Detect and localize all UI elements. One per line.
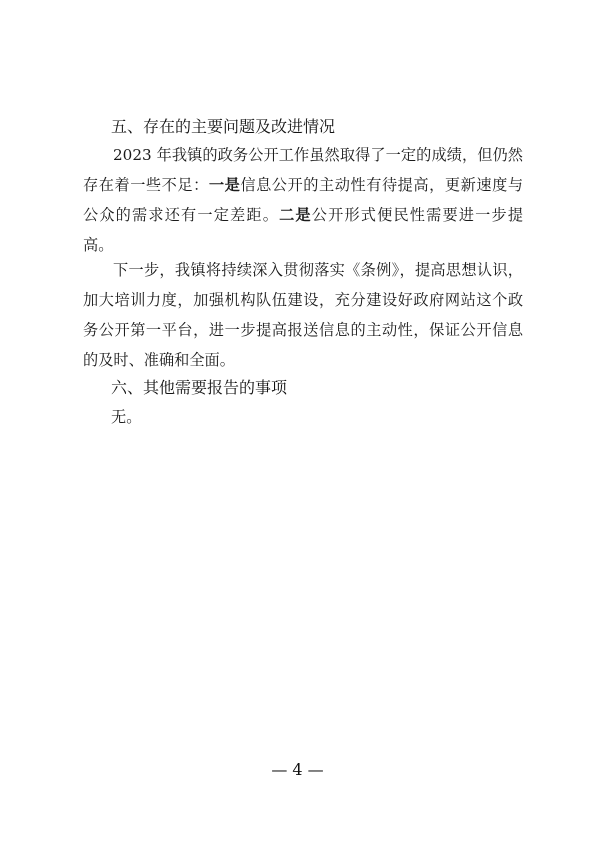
section-six-heading: 六、其他需要报告的事项	[111, 378, 288, 397]
section-five-heading: 五、存在的主要问题及改进情况	[111, 117, 336, 136]
point-two-label: 二是	[279, 206, 312, 224]
point-one-label: 一是	[208, 176, 241, 194]
section-five-paragraph-problems	[83, 140, 523, 260]
page-number: — 4 —	[271, 760, 324, 779]
point-two-text: 公开形式便民性需要进一步提高。	[83, 206, 524, 254]
section-six-body: 无。	[111, 408, 142, 426]
section-five-paragraph-next-steps: 下一步，我镇将持续深入贯彻落实《条例》，提高思想认识，加大培训力度，加强机构队伍建设，充分建设好政府网站这个政务公开第一平台，进一步提高报送信息的主动性，保证公开信息的及时、准确和全面。	[83, 261, 523, 369]
point-one-text: 信息公开的主动性有待提高，更新速度与公众的需求还有一定差距。	[83, 176, 524, 224]
problems-intro: 2023 年我镇的政务公开工作虽然取得了一定的成绩，但仍然存在着一些不足：	[83, 146, 523, 194]
